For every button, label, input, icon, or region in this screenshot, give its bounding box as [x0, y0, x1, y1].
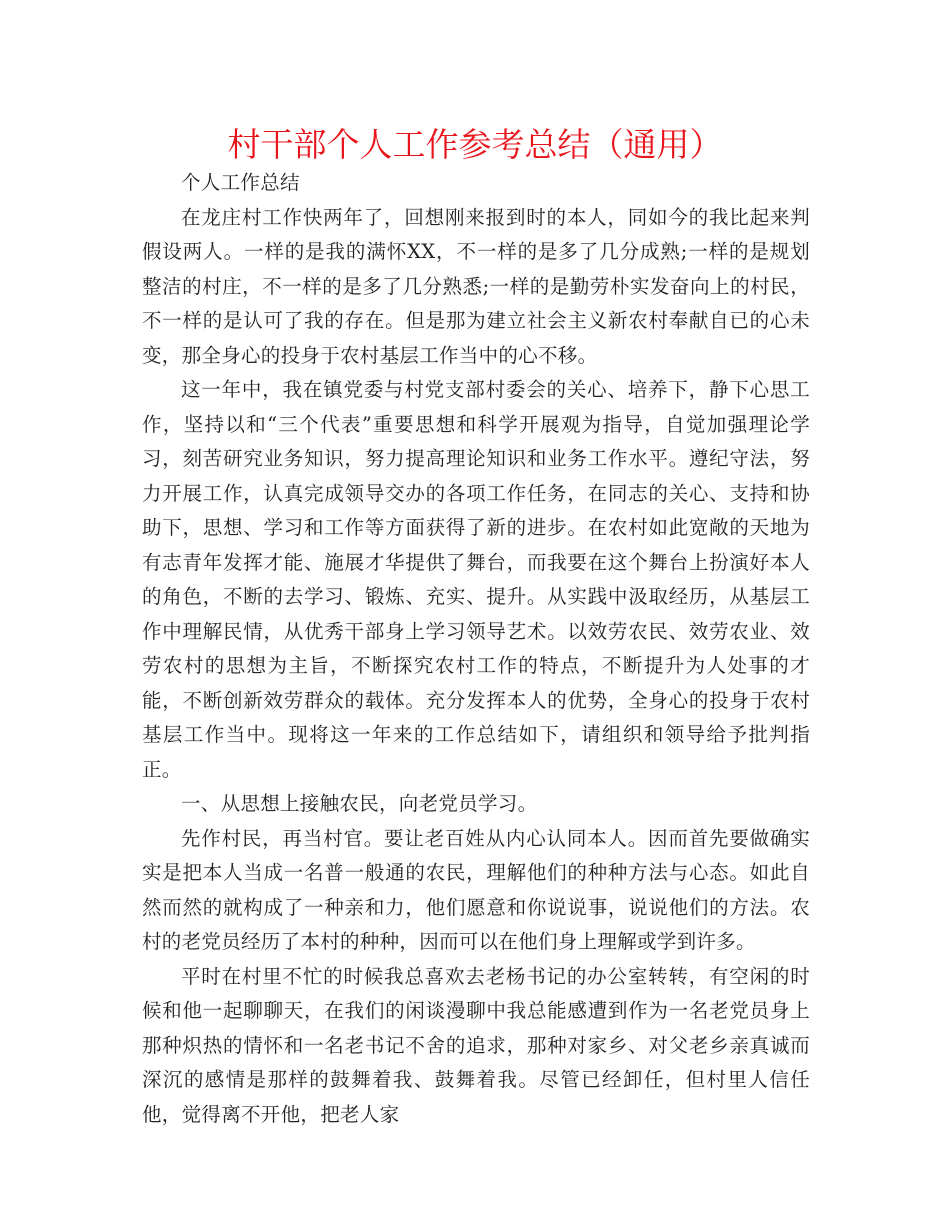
document-body — [142, 166, 810, 1132]
section-heading: 个人工作总结 — [181, 171, 300, 194]
paragraph: 在龙庄村工作快两年了，回想刚来报到时的本人，同如今的我比起来判假设两人。一样的是我的满怀XX，不一样的是多了几分成熟;一样的是规划整洁的村庄，不一样的是多了几分熟悉;一样的是勤劳朴实发奋向上的村民，不一样的是认可了我的存在。但是那为建立社会主义新农村奉献自已的心未变，那全身心的投身于农村基层工作当中的心不移。 — [142, 205, 810, 367]
paragraph: 先作村民，再当村官。要让老百姓从内心认同本人。因而首先要做确实实是把本人当成一名普一般通的农民，理解他们的种种方法与心态。如此自然而然的就构成了一种亲和力，他们愿意和你说说事，说说他们的方法。农村的老党员经历了本村的种种，因而可以在他们身上理解或学到许多。 — [142, 826, 810, 953]
section-heading: 一、从思想上接触农民，向老党员学习。 — [181, 792, 538, 815]
paragraph: 这一年中，我在镇党委与村党支部村委会的关心、培养下，静下心思工作，坚持以和“三个代表”重要思想和科学开展观为指导，自觉加强理论学习，刻苦研究业务知识，努力提高理论知识和业务工作水平。遵纪守法，努力开展工作，认真完成领导交办的各项工作任务，在同志的关心、支持和协助下，思想、学习和工作等方面获得了新的进步。在农村如此宽敞的天地为有志青年发挥才能、施展才华提供了舞台，而我要在这个舞台上扮演好本人的角色，不断的去学习、锻炼、充实、提升。从实践中汲取经历，从基层工作中理解民情，从优秀干部身上学习领导艺术。以效劳农民、效劳农业、效劳农村的思想为主旨，不断探究农村工作的特点，不断提升为人处事的才能，不断创新效劳群众的载体。充分发挥本人的优势，全身心的投身于农村基层工作当中。现将这一年来的工作总结如下，请组织和领导给予批判指正。 — [142, 378, 810, 781]
document-title: 村干部个人工作参考总结（通用） — [227, 125, 723, 164]
paragraph: 平时在村里不忙的时候我总喜欢去老杨书记的办公室转转，有空闲的时候和他一起聊聊天，在我们的闲谈漫聊中我总能感遭到作为一名老党员身上那种炽热的情怀和一名老书记不舍的追求，那种对家乡、对父老乡亲真诚而深沉的感情是那样的鼓舞着我、鼓舞着我。尽管已经卸任，但村里人信任他，觉得离不开他，把老人家 — [142, 964, 810, 1126]
